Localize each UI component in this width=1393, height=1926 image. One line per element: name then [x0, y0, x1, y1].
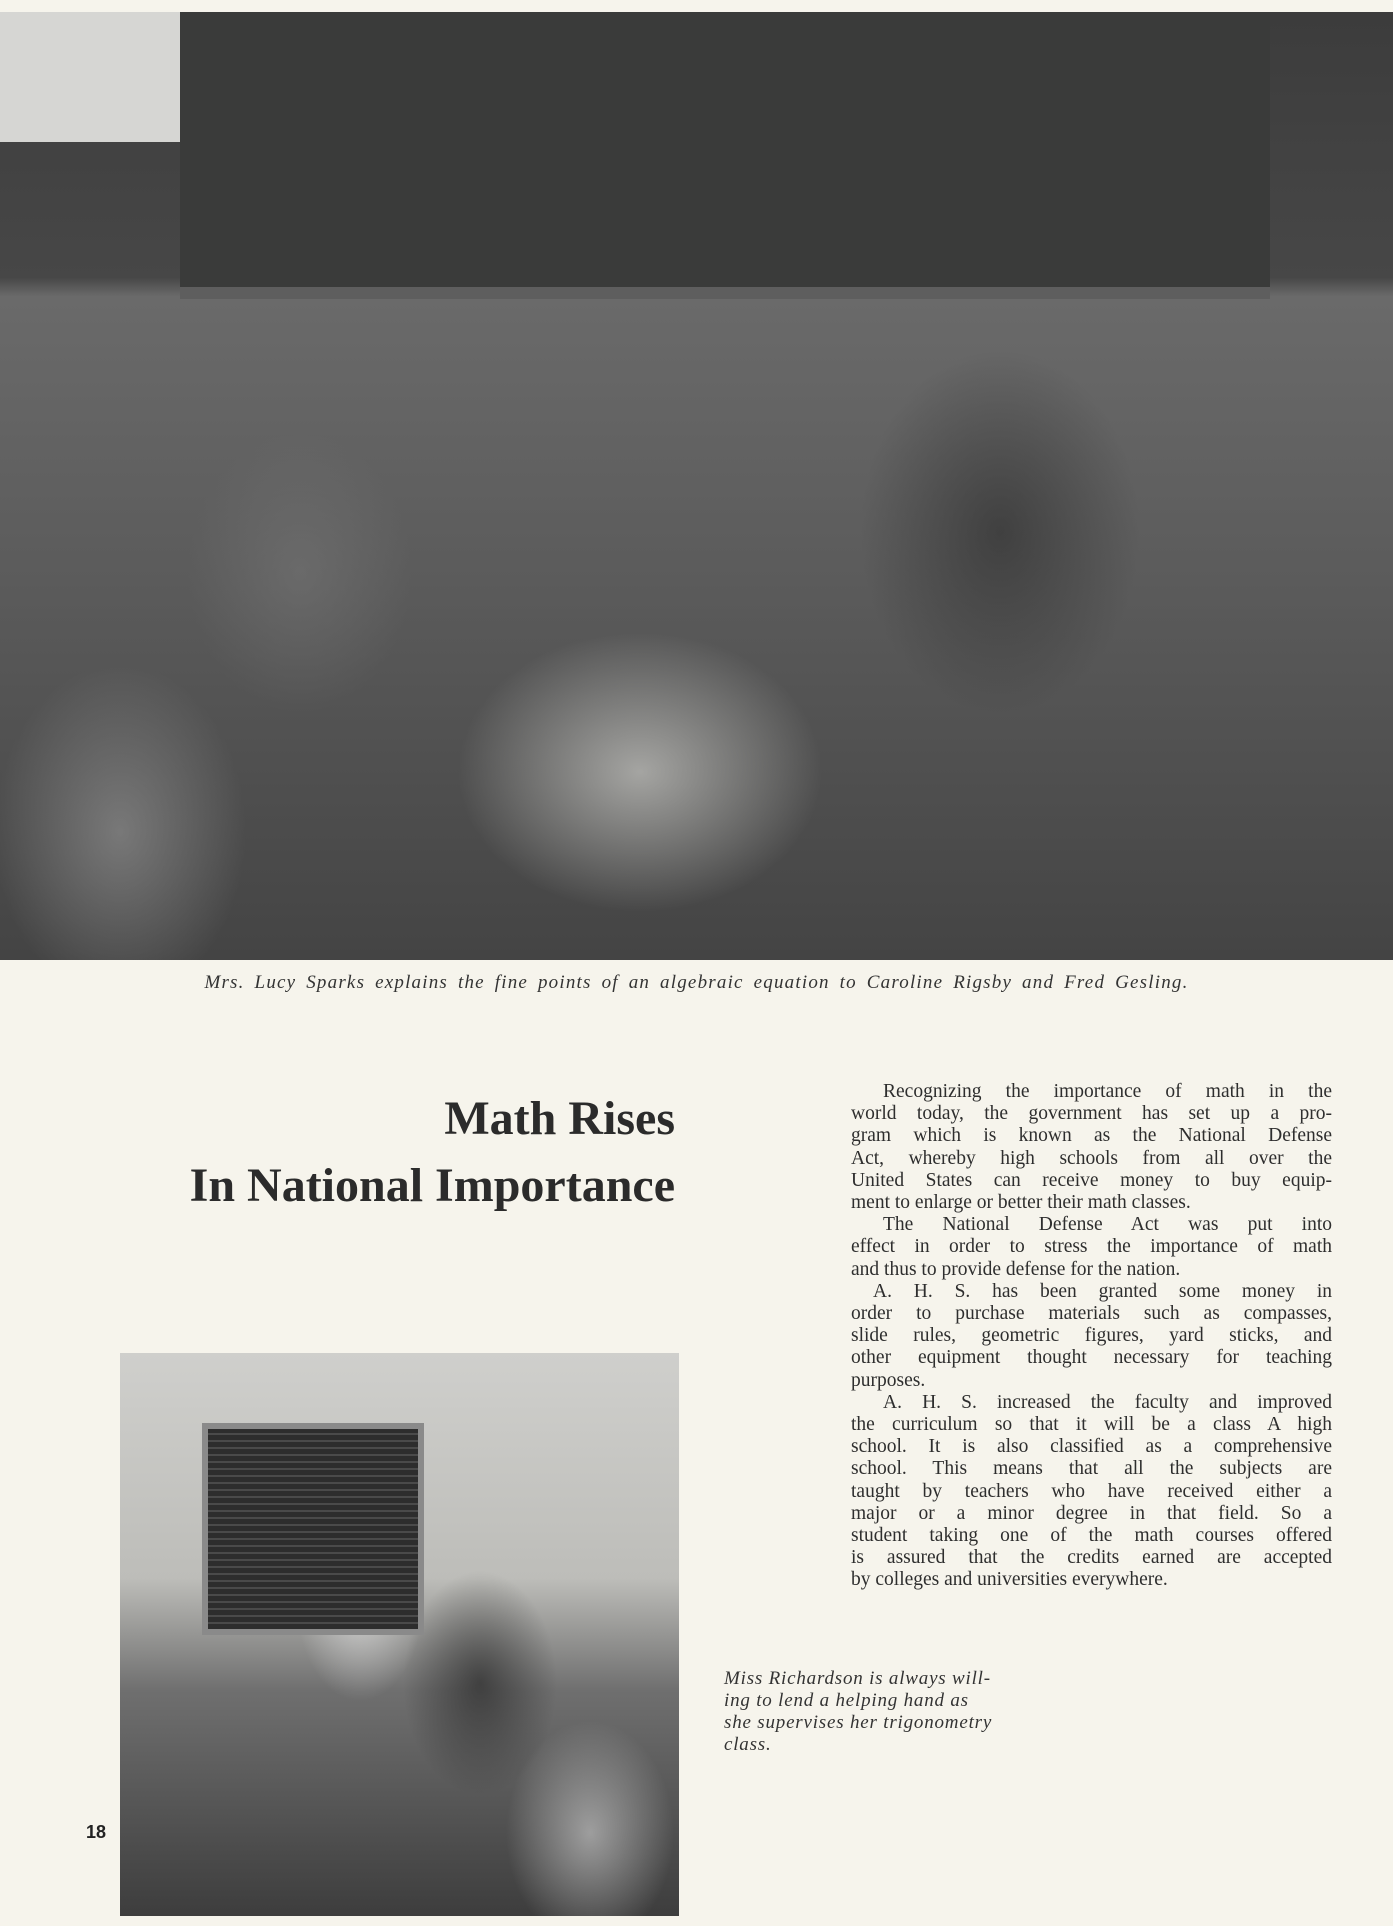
article-line: major or a minor degree in that field. So a [851, 1502, 1332, 1524]
trigonometry-class-photo [120, 1353, 679, 1916]
article-line: school. It is also classified as a comprehensive [851, 1436, 1332, 1458]
caption-line: Miss Richardson is always will- [724, 1668, 991, 1689]
article-line: student taking one of the math courses offered [851, 1525, 1332, 1547]
caption-line: ing to lend a helping hand as [724, 1690, 969, 1711]
article-line: school. This means that all the subjects are [851, 1458, 1332, 1480]
article-line: other equipment thought necessary for teaching [851, 1347, 1332, 1369]
blackboard [180, 12, 1270, 299]
article-line: The National Defense Act was put into [883, 1214, 1332, 1236]
bottom-photo-caption [724, 1668, 1044, 1756]
article-line: by colleges and universities everywhere. [851, 1569, 1168, 1591]
article-line: the curriculum so that it will be a class A high [851, 1414, 1332, 1436]
article-line: ment to enlarge or better their math classes. [851, 1192, 1191, 1214]
article-line: effect in order to stress the importance of math [851, 1236, 1332, 1258]
classroom-blackboard-photo [0, 12, 1393, 960]
caption-line: class. [724, 1734, 772, 1755]
article-line: order to purchase materials such as compasses, [851, 1303, 1332, 1325]
page-number: 18 [86, 1822, 107, 1842]
article-line: world today, the government has set up a pro- [851, 1103, 1332, 1125]
article-line: slide rules, geometric figures, yard sticks, and [851, 1325, 1332, 1347]
article-line: Recognizing the importance of math in the [883, 1081, 1332, 1102]
article-line: A. H. S. has been granted some money in [873, 1280, 1332, 1302]
title-line-2: In National Importance [189, 1159, 675, 1212]
top-photo-caption: Mrs. Lucy Sparks explains the fine points of an algebraic equation to Caroline Rigsby and Fred Gesling. [204, 972, 1189, 993]
window [202, 1423, 424, 1635]
article-line: purposes. [851, 1369, 926, 1391]
article-line: taught by teachers who have received either a [851, 1480, 1332, 1502]
article-line: is assured that the credits earned are accepted [851, 1547, 1332, 1569]
article-line: A. H. S. increased the faculty and improved [883, 1391, 1332, 1413]
wall-area [0, 12, 180, 142]
caption-line: she supervises her trigonometry [724, 1712, 993, 1733]
article-line: and thus to provide defense for the nation. [851, 1258, 1181, 1280]
article-line: United States can receive money to buy equip- [851, 1169, 1332, 1191]
article-line: gram which is known as the National Defense [851, 1125, 1332, 1147]
page-title [190, 1085, 675, 1219]
article-line: Act, whereby high schools from all over the [851, 1147, 1332, 1169]
title-line-1: Math Rises [444, 1092, 675, 1145]
article-body [851, 1081, 1332, 1592]
